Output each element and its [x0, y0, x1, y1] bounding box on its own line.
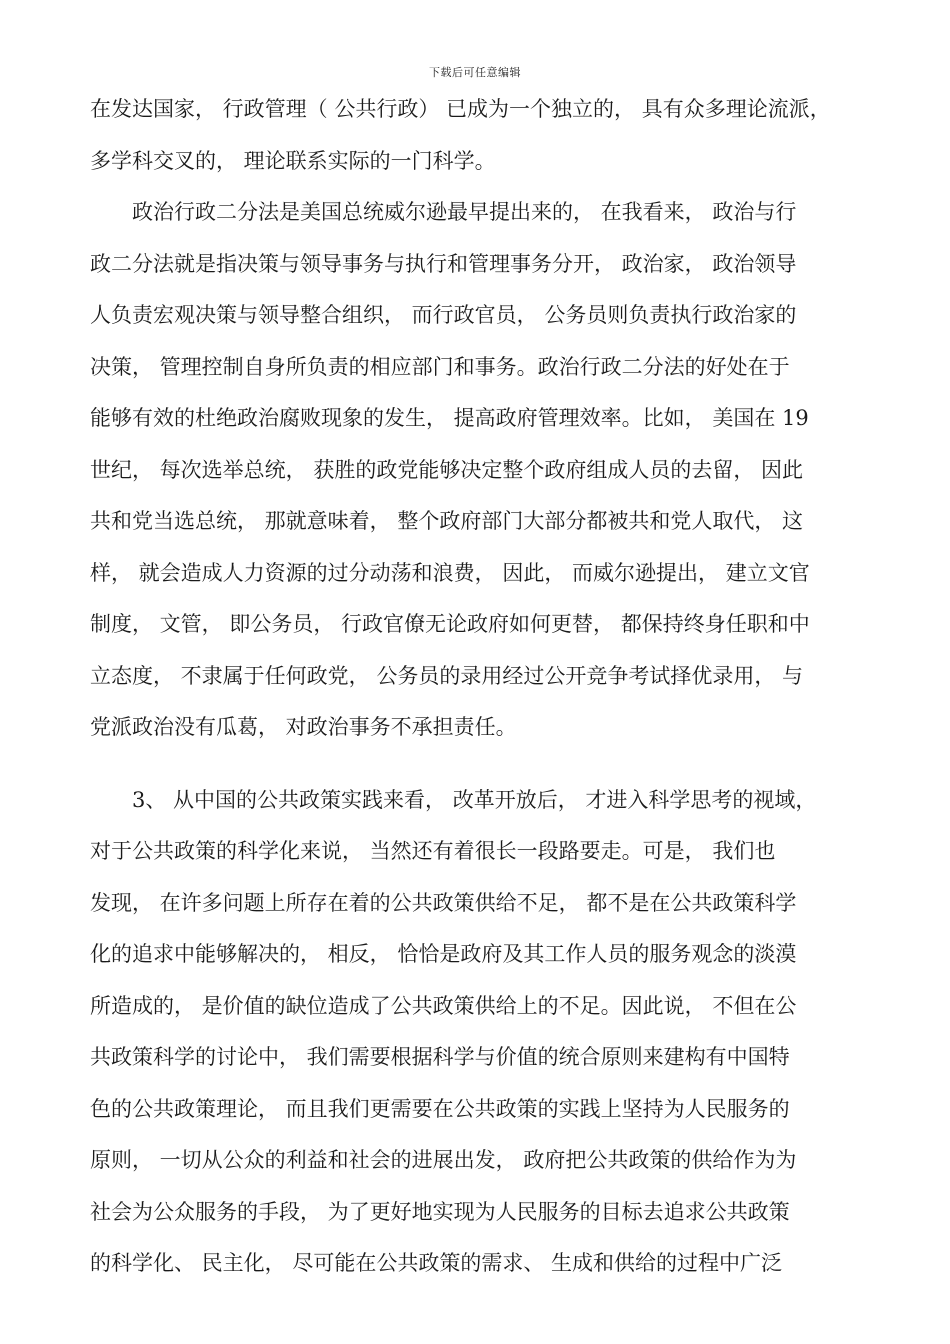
text-line: 的科学化、 民主化， 尽可能在公共政策的需求、 生成和供给的过程中广泛	[90, 1251, 783, 1275]
document-body	[90, 84, 868, 1290]
text-line: 政二分法就是指决策与领导事务与执行和管理事务分开， 政治家， 政治领导	[90, 251, 797, 276]
text-line: 政治行政二分法是美国总统威尔逊最早提出来的， 在我看来， 政治与行	[90, 200, 797, 224]
text-line: 共和党当选总统， 那就意味着， 整个政府部门大部分都被共和党人取代， 这	[90, 509, 804, 533]
text-line: 社会为公众服务的手段， 为了更好地实现为人民服务的目标去追求公共政策	[90, 1199, 790, 1224]
text-line: 立态度， 不隶属于任何政党， 公务员的录用经过公开竞争考试择优录用， 与	[90, 663, 804, 688]
text-line: 能够有效的杜绝政治腐败现象的发生， 提高政府管理效率。比如， 美国在 19	[90, 406, 809, 430]
text-line: 原则， 一切从公众的利益和社会的进展出发， 政府把公共政策的供给作为为	[90, 1148, 797, 1172]
text-line: 色的公共政策理论， 而且我们更需要在公共政策的实践上坚持为人民服务的	[90, 1096, 790, 1121]
text-line: 共政策科学的讨论中， 我们需要根据科学与价值的统合原则来建构有中国特	[90, 1045, 790, 1069]
paragraph-3	[90, 775, 868, 1290]
paragraph-2	[90, 187, 868, 754]
text-line: 在发达国家， 行政管理（ 公共行政） 已成为一个独立的， 具有众多理论流派，	[90, 97, 831, 121]
text-line: 制度， 文管， 即公务员， 行政官僚无论政府如何更替， 都保持终身任职和中	[90, 612, 810, 636]
text-line: 对于公共政策的科学化来说， 当然还有着很长一段路要走。可是， 我们也	[90, 839, 776, 863]
text-line: 世纪， 每次选举总统， 获胜的政党能够决定整个政府组成人员的去留， 因此	[90, 457, 804, 482]
text-line: 党派政治没有瓜葛， 对政治事务不承担责任。	[90, 715, 517, 739]
text-line: 决策， 管理控制自身所负责的相应部门和事务。政治行政二分法的好处在于	[90, 354, 790, 379]
text-line: 化的追求中能够解决的， 相反， 恰恰是政府及其工作人员的服务观念的淡漠	[90, 942, 797, 966]
paragraph-1	[90, 84, 868, 187]
text-line: 多学科交叉的， 理论联系实际的一门科学。	[90, 148, 496, 173]
paragraph-spacer	[90, 754, 868, 775]
text-line: 人负责宏观决策与领导整合组织， 而行政官员， 公务员则负责执行政治家的	[90, 303, 797, 327]
text-line: 所造成的， 是价值的缺位造成了公共政策供给上的不足。因此说， 不但在公	[90, 993, 797, 1018]
text-line: 3、 从中国的公共政策实践来看， 改革开放后， 才进入科学思考的视域，	[90, 787, 817, 812]
text-line: 样， 就会造成人力资源的过分动荡和浪费， 因此， 而威尔逊提出， 建立文官	[90, 560, 810, 585]
page-header: 下载后可任意编辑	[429, 66, 521, 79]
text-line: 发现， 在许多问题上所存在着的公共政策供给不足， 都不是在公共政策科学	[90, 890, 797, 915]
